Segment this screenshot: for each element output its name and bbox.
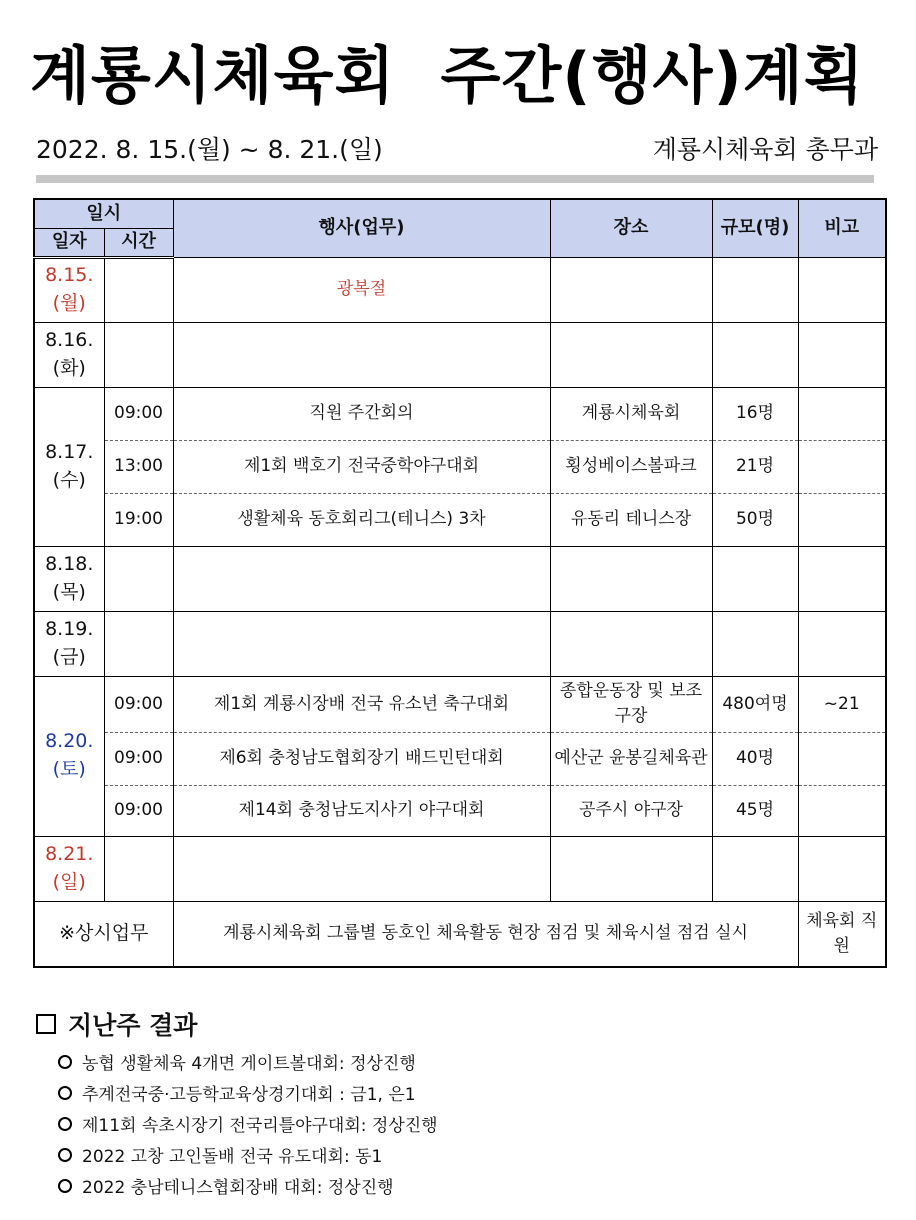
event-cell [173, 322, 550, 387]
date-cell [34, 611, 104, 676]
time-cell [104, 322, 173, 387]
scale-cell [712, 836, 798, 901]
header-row [34, 199, 886, 228]
date-text: 8.15. [45, 264, 94, 287]
time-cell: 09:00 [104, 732, 173, 785]
time-cell [104, 257, 173, 322]
event-cell: 광복절 [173, 257, 550, 322]
header-date: 일자 [34, 228, 104, 257]
scale-cell: 480여명 [712, 676, 798, 732]
header-event: 행사(업무) [173, 199, 550, 257]
time-cell: 19:00 [104, 493, 173, 546]
table-row [34, 546, 886, 611]
place-cell [550, 322, 712, 387]
scale-cell: 16명 [712, 387, 798, 440]
scale-cell [712, 322, 798, 387]
time-cell [104, 836, 173, 901]
circle-bullet-icon [58, 1086, 72, 1100]
circle-bullet-icon [58, 1179, 72, 1193]
date-cell [34, 257, 104, 322]
note-cell [798, 546, 886, 611]
circle-bullet-icon [58, 1148, 72, 1162]
table-row [34, 257, 886, 322]
scale-cell: 21명 [712, 440, 798, 493]
note-cell [798, 440, 886, 493]
event-cell [173, 611, 550, 676]
time-cell [104, 546, 173, 611]
event-cell: 제1회 계룡시장배 전국 유소년 축구대회 [173, 676, 550, 732]
note-cell: ~21 [798, 676, 886, 732]
event-cell [173, 546, 550, 611]
place-cell [550, 611, 712, 676]
note-cell [798, 785, 886, 836]
table-row [34, 387, 886, 440]
header-scale: 규모(명) [712, 199, 798, 257]
table-row [34, 611, 886, 676]
note-cell [798, 257, 886, 322]
scale-cell: 40명 [712, 732, 798, 785]
event-cell: 제1회 백호기 전국중학야구대회 [173, 440, 550, 493]
event-cell: 생활체육 동호회리그(테니스) 3차 [173, 493, 550, 546]
date-cell [34, 322, 104, 387]
divider [36, 175, 874, 183]
weekday-text: (화) [52, 356, 86, 379]
list-item [58, 1139, 438, 1170]
note-cell [798, 732, 886, 785]
table-row [34, 676, 886, 732]
department-text: 계룡시체육회 총무과 [652, 135, 878, 164]
note-cell [798, 493, 886, 546]
event-cell: 제6회 충청남도협회장기 배드민턴대회 [173, 732, 550, 785]
event-cell: 제14회 충청남도지사기 야구대회 [173, 785, 550, 836]
list-item [58, 1108, 438, 1139]
date-cell [34, 546, 104, 611]
date-text: 8.17. [45, 440, 94, 463]
weekday-text: (토) [52, 758, 86, 780]
header-datetime: 일시 [34, 199, 173, 228]
weekday-text: (월) [52, 292, 86, 314]
event-cell: 직원 주간회의 [173, 387, 550, 440]
list-item [58, 1046, 438, 1077]
place-cell: 계룡시체육회 [550, 387, 712, 440]
list-item [58, 1077, 438, 1108]
regular-duty-label: ※상시업무 [34, 901, 173, 967]
time-cell: 09:00 [104, 387, 173, 440]
date-text: 8.18. [45, 552, 94, 575]
result-text: 2022 고창 고인돌배 전국 유도대회: 동1 [82, 1147, 383, 1167]
square-bullet-icon [36, 1014, 56, 1034]
place-cell: 예산군 윤봉길체육관 [550, 732, 712, 785]
schedule-table [33, 198, 887, 968]
place-cell: 공주시 야구장 [550, 785, 712, 836]
date-text: 8.16. [45, 328, 94, 351]
regular-duty-row [34, 901, 886, 967]
weekday-text: (금) [52, 645, 86, 668]
scale-cell [712, 546, 798, 611]
table-row [34, 836, 886, 901]
scale-cell: 50명 [712, 493, 798, 546]
result-text: 제11회 속초시장기 전국리틀야구대회: 정상진행 [82, 1116, 438, 1136]
place-cell: 횡성베이스볼파크 [550, 440, 712, 493]
weekday-text: (일) [52, 870, 86, 893]
regular-duty-note: 체육회 직원 [798, 901, 886, 967]
header-note: 비고 [798, 199, 886, 257]
note-cell [798, 836, 886, 901]
place-cell [550, 257, 712, 322]
time-cell: 09:00 [104, 676, 173, 732]
place-cell [550, 546, 712, 611]
place-cell [550, 836, 712, 901]
table-row [34, 322, 886, 387]
period-text: 2022. 8. 15.(월) ~ 8. 21.(일) [36, 135, 383, 164]
time-cell [104, 611, 173, 676]
page-title: 계룡시체육회 주간(행사)계획 [30, 39, 865, 112]
table-row [34, 732, 886, 785]
weekday-text: (수) [52, 468, 86, 491]
weekday-text: (목) [52, 580, 86, 603]
last-week-title: 지난주 결과 [68, 1011, 198, 1040]
list-item [58, 1170, 438, 1201]
time-cell: 13:00 [104, 440, 173, 493]
place-cell: 유동리 테니스장 [550, 493, 712, 546]
circle-bullet-icon [58, 1055, 72, 1069]
last-week-list [58, 1046, 438, 1201]
note-cell [798, 611, 886, 676]
table-row [34, 493, 886, 546]
circle-bullet-icon [58, 1117, 72, 1131]
result-text: 추계전국중·고등학교육상경기대회 : 금1, 은1 [82, 1085, 416, 1105]
time-cell: 09:00 [104, 785, 173, 836]
result-text: 2022 충남테니스협회장배 대회: 정상진행 [82, 1178, 394, 1198]
header-place: 장소 [550, 199, 712, 257]
date-cell [34, 387, 104, 546]
date-text: 8.21. [45, 842, 94, 865]
last-week-heading [36, 1006, 197, 1042]
header-time: 시간 [104, 228, 173, 257]
event-cell [173, 836, 550, 901]
note-cell [798, 387, 886, 440]
place-cell: 종합운동장 및 보조구장 [550, 676, 712, 732]
scale-cell [712, 257, 798, 322]
date-cell [34, 836, 104, 901]
date-text: 8.19. [45, 617, 94, 640]
note-cell [798, 322, 886, 387]
scale-cell: 45명 [712, 785, 798, 836]
date-text: 8.20. [45, 730, 94, 753]
table-row [34, 785, 886, 836]
subtitle-row [36, 130, 878, 166]
regular-duty-content: 계룡시체육회 그룹별 동호인 체육활동 현장 점검 및 체육시설 점검 실시 [173, 901, 798, 967]
table-row [34, 440, 886, 493]
scale-cell [712, 611, 798, 676]
result-text: 농협 생활체육 4개면 게이트볼대회: 정상진행 [82, 1054, 416, 1074]
date-cell [34, 676, 104, 836]
